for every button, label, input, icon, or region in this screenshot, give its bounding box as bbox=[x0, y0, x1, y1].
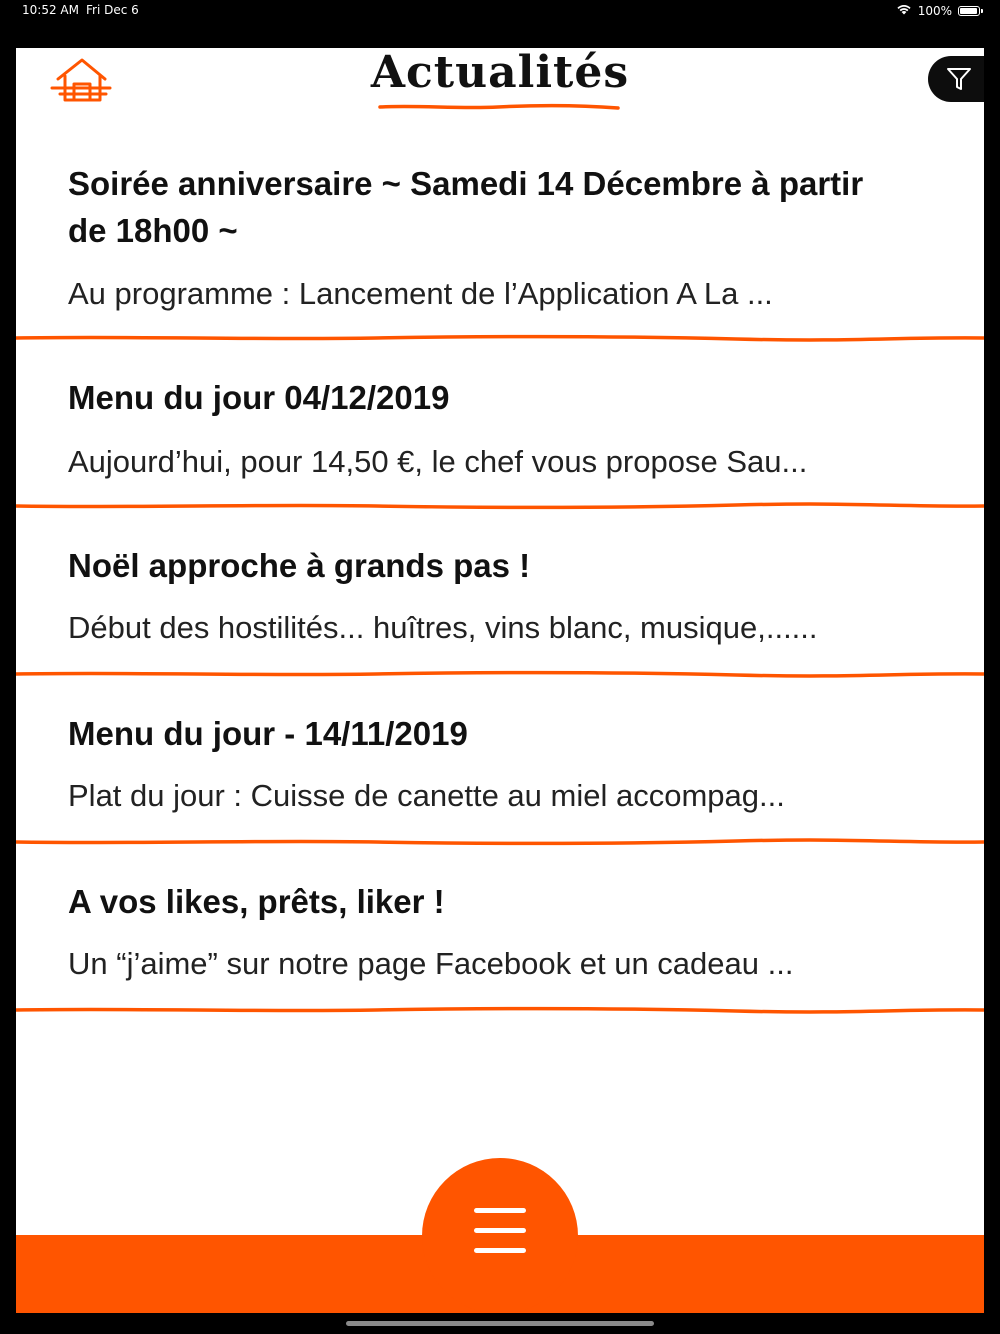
news-title: Soirée anniversaire ~ Samedi 14 Décembre à partir de 18h00 ~ bbox=[68, 165, 864, 249]
title-underline bbox=[378, 102, 620, 112]
news-item[interactable] bbox=[16, 526, 984, 686]
status-date: Fri Dec 6 bbox=[86, 3, 139, 17]
news-title: Menu du jour - 14/11/2019 bbox=[68, 715, 468, 752]
news-item[interactable] bbox=[16, 862, 984, 1022]
home-indicator[interactable] bbox=[346, 1321, 654, 1326]
news-excerpt: Aujourd’hui, pour 14,50 €, le chef vous propose Sau... bbox=[68, 444, 808, 479]
filter-button[interactable] bbox=[928, 56, 984, 102]
item-divider bbox=[16, 1006, 984, 1014]
battery-percent: 100% bbox=[917, 3, 952, 18]
news-title: Noël approche à grands pas ! bbox=[68, 547, 531, 584]
item-divider bbox=[16, 502, 984, 510]
status-indicators bbox=[896, 3, 980, 18]
wifi-icon bbox=[896, 3, 912, 18]
news-excerpt: Début des hostilités... huîtres, vins blanc, musique,...... bbox=[68, 610, 818, 645]
status-time: 10:52 AM bbox=[22, 3, 79, 17]
app-screen bbox=[16, 48, 984, 1313]
news-item[interactable] bbox=[16, 694, 984, 854]
battery-icon bbox=[958, 6, 980, 16]
item-divider bbox=[16, 838, 984, 846]
news-item[interactable] bbox=[16, 358, 984, 518]
news-excerpt: Un “j’aime” sur notre page Facebook et un cadeau ... bbox=[68, 946, 794, 981]
item-divider bbox=[16, 670, 984, 678]
status-bar bbox=[0, 0, 1000, 22]
menu-button[interactable] bbox=[422, 1158, 578, 1313]
battery-level bbox=[960, 8, 977, 14]
filter-icon bbox=[946, 66, 972, 92]
page-title: Actualités bbox=[370, 48, 630, 98]
item-divider bbox=[16, 334, 984, 342]
news-excerpt: Au programme : Lancement de l’Application A La ... bbox=[68, 276, 773, 311]
news-title: A vos likes, prêts, liker ! bbox=[68, 883, 445, 920]
news-excerpt: Plat du jour : Cuisse de canette au miel accompag... bbox=[68, 778, 785, 813]
news-title: Menu du jour 04/12/2019 bbox=[68, 379, 450, 416]
news-item[interactable] bbox=[16, 148, 984, 348]
